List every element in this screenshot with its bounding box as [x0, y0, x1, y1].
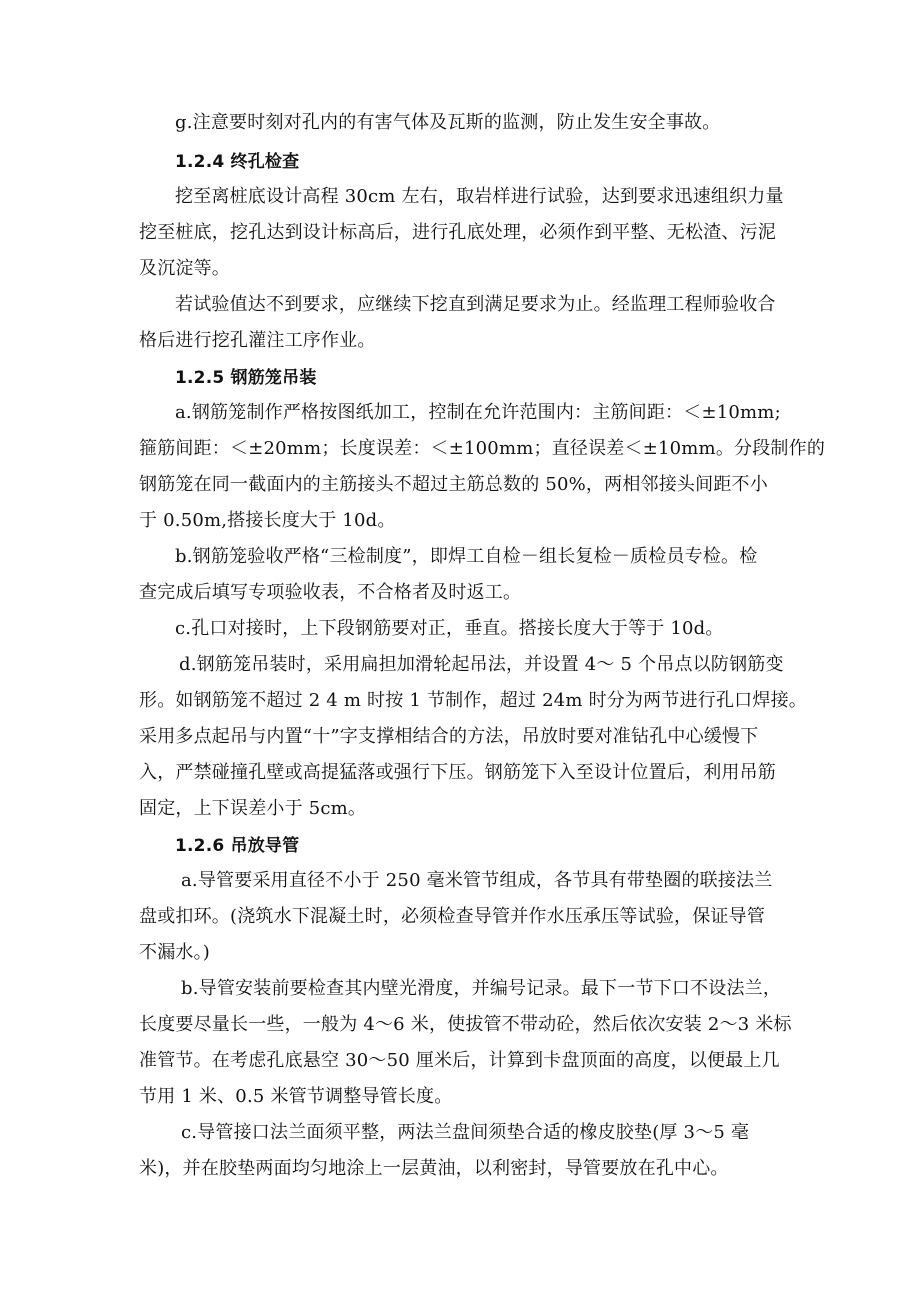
paragraph-line: c.孔口对接时，上下段钢筋要对正，垂直。搭接长度大于等于 10d。 [175, 618, 724, 639]
paragraph-line: 箍筋间距：＜±20mm；长度误差：＜±100mm；直径误差＜±10mm。分段制作的 [139, 438, 826, 459]
paragraph-line: g.注意要时刻对孔内的有害气体及瓦斯的监测，防止发生安全事故。 [175, 112, 721, 133]
paragraph-line: 格后进行挖孔灌注工序作业。 [139, 330, 376, 351]
paragraph-line: 若试验值达不到要求，应继续下挖直到满足要求为止。经监理工程师验收合 [175, 294, 776, 315]
section-heading-1-2-5: 1.2.5 钢筋笼吊装 [175, 368, 317, 388]
paragraph-line: 钢筋笼在同一截面内的主筋接头不超过主筋总数的 50%，两相邻接头间距不小 [139, 474, 768, 495]
paragraph-line: 米)，并在胶垫两面均匀地涂上一层黄油，以利密封，导管要放在孔中心。 [139, 1158, 729, 1179]
paragraph-line: 查完成后填写专项验收表，不合格者及时返工。 [139, 582, 522, 603]
paragraph-line: a.钢筋笼制作严格按图纸加工，控制在允许范围内：主筋间距：＜±10mm; [175, 402, 781, 423]
paragraph-line: 挖至桩底，挖孔达到设计标高后，进行孔底处理，必须作到平整、无松渣、污泥 [139, 222, 776, 243]
paragraph-line: 挖至离桩底设计高程 30cm 左右，取岩样进行试验，达到要求迅速组织力量 [175, 186, 784, 207]
section-heading-1-2-4: 1.2.4 终孔检查 [175, 152, 300, 172]
paragraph-line: 准管节。在考虑孔底悬空 30～50 厘米后，计算到卡盘顶面的高度，以便最上几 [139, 1050, 780, 1071]
paragraph-line: c.导管接口法兰面须平整，两法兰盘间须垫合适的橡皮胶垫(厚 3～5 毫 [181, 1122, 750, 1143]
paragraph-line: 入，严禁碰撞孔壁或高提猛落或强行下压。钢筋笼下入至设计位置后，利用吊筋 [139, 762, 776, 783]
paragraph-line: 节用 1 米、0.5 米管节调整导管长度。 [139, 1086, 453, 1107]
paragraph-line: 于 0.50m,搭接长度大于 10d。 [139, 510, 396, 531]
paragraph-line: 长度要尽量长一些，一般为 4～6 米，使拔管不带动砼，然后依次安装 2～3 米标 [139, 1014, 792, 1035]
paragraph-line: d.钢筋笼吊装时，采用扁担加滑轮起吊法，并设置 4～ 5 个吊点以防钢筋变 [179, 654, 784, 675]
section-heading-1-2-6: 1.2.6 吊放导管 [175, 836, 300, 856]
paragraph-line: a.导管要采用直径不小于 250 毫米管节组成，各节具有带垫圈的联接法兰 [181, 870, 773, 891]
paragraph-line: 采用多点起吊与内置“十”字支撑相结合的方法，吊放时要对准钻孔中心缓慢下 [139, 726, 759, 747]
paragraph-line: 盘或扣环。(浇筑水下混凝土时，必须检查导管并作水压承压等试验，保证导管 [139, 906, 766, 927]
paragraph-line: 不漏水。) [139, 942, 211, 963]
paragraph-line: 及沉淀等。 [139, 258, 230, 279]
paragraph-line: b.导管安装前要检查其内壁光滑度，并编号记录。最下一节下口不设法兰， [181, 978, 782, 999]
paragraph-line: 固定，上下误差小于 5cm。 [139, 798, 367, 819]
paragraph-line: 形。如钢筋笼不超过 2 4 m 时按 1 节制作，超过 24m 时分为两节进行孔口焊接。 [139, 690, 807, 711]
paragraph-line: b.钢筋笼验收严格“三检制度”，即焊工自检－组长复检－质检员专检。检 [175, 546, 758, 567]
